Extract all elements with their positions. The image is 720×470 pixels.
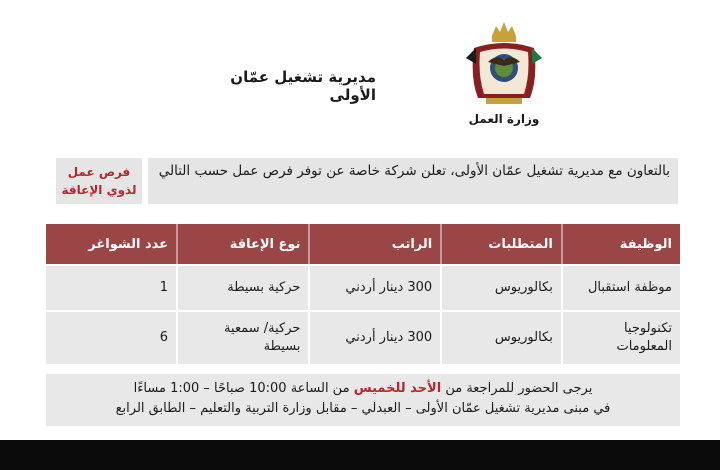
attendance-prefix: يرجى الحضور للمراجعة من bbox=[445, 381, 593, 396]
ministry-name: وزارة العمل bbox=[468, 112, 540, 126]
cell-vacancies: 1 bbox=[46, 264, 176, 310]
cell-salary: 300 دينار أردني bbox=[308, 310, 440, 364]
badge-line-1: فرص عمل bbox=[67, 165, 131, 179]
header-requirements: المتطلبات bbox=[440, 224, 561, 264]
cell-salary: 300 دينار أردني bbox=[308, 264, 440, 310]
bottom-bar bbox=[0, 440, 720, 470]
header-vacancies: عدد الشواغر bbox=[46, 224, 176, 264]
header-disability-type: نوع الإعاقة bbox=[176, 224, 308, 264]
attendance-hours: من الساعة 10:00 صباحًا – 1:00 مساءًا bbox=[133, 381, 350, 396]
department-title: مديرية تشغيل عمّان الأولى bbox=[230, 68, 376, 104]
cell-job: موظفة استقبال bbox=[561, 264, 680, 310]
jordan-coat-of-arms-icon bbox=[462, 18, 546, 110]
jobs-table bbox=[46, 224, 680, 364]
header-salary: الراتب bbox=[308, 224, 440, 264]
attendance-location: في مبنى مديرية تشغيل عمّان الأولى – العبدلي – مقابل وزارة التربية والتعليم – الطابق الرابع bbox=[115, 401, 611, 416]
cell-requirements: بكالوريوس bbox=[440, 310, 561, 364]
attendance-info bbox=[46, 374, 680, 426]
disability-jobs-badge bbox=[56, 158, 142, 204]
cell-job: تكنولوجيا المعلومات bbox=[561, 310, 680, 364]
cell-disability-type: حركية بسيطة bbox=[176, 264, 308, 310]
attendance-days: الأحد للخميس bbox=[353, 381, 442, 396]
cell-requirements: بكالوريوس bbox=[440, 264, 561, 310]
table-row bbox=[46, 264, 680, 310]
intro-text: بالتعاون مع مديرية تشغيل عمّان الأولى، تعلن شركة خاصة عن توفر فرص عمل حسب التالي bbox=[148, 158, 678, 204]
cell-vacancies: 6 bbox=[46, 310, 176, 364]
header-job: الوظيفة bbox=[561, 224, 680, 264]
attendance-line-1 bbox=[46, 379, 680, 399]
badge-line-2: لذوي الإعاقة bbox=[61, 183, 137, 197]
table-row bbox=[46, 310, 680, 364]
cell-disability-type: حركية/ سمعية بسيطة bbox=[176, 310, 308, 364]
table-header-row bbox=[46, 224, 680, 264]
